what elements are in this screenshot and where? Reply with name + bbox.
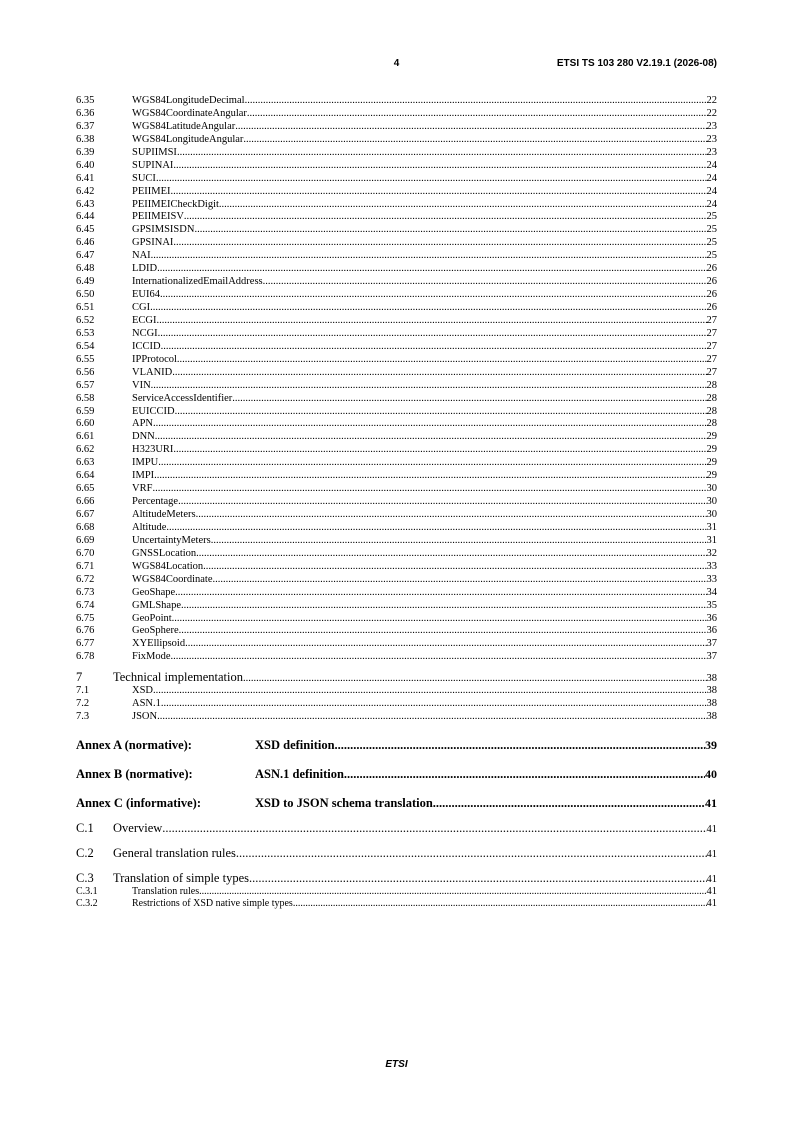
toc-entry[interactable]: [76, 147, 717, 160]
toc-entry[interactable]: [76, 535, 717, 548]
toc-entry-number: 6.43: [76, 198, 95, 210]
toc-entry-page: 38: [706, 685, 717, 697]
toc-entry-number: C.1: [76, 821, 94, 836]
toc-entry-number: 6.61: [76, 431, 95, 443]
dot-leader: [213, 574, 707, 587]
dot-leader: [158, 457, 706, 470]
dot-leader: [172, 613, 707, 626]
toc-entry[interactable]: [76, 496, 717, 509]
toc-entry-page: 38: [706, 698, 717, 710]
toc-entry-number: 6.70: [76, 547, 95, 559]
toc-entry-page: 27: [706, 353, 717, 365]
toc-entry[interactable]: [76, 711, 717, 724]
dot-leader: [243, 134, 706, 147]
toc-entry-title: Percentage: [132, 496, 179, 508]
page-header: [76, 58, 717, 72]
dot-leader: [153, 418, 706, 431]
toc-entry-number: 6.76: [76, 625, 95, 637]
toc-entry[interactable]: [76, 457, 717, 470]
toc-entry-page: 41: [706, 898, 717, 910]
dot-leader: [181, 600, 707, 613]
toc-entry-page: 28: [706, 379, 717, 391]
toc-entry-number: 6.67: [76, 509, 95, 520]
toc-entry-number: 6.40: [76, 159, 95, 171]
toc-entry-number: C.3: [76, 871, 94, 886]
toc-entry-number: C.3.1: [76, 886, 98, 898]
dot-leader: [433, 795, 705, 811]
dot-leader: [161, 341, 707, 354]
toc-entry-number: 6.62: [76, 444, 95, 456]
toc-entry-page: 29: [706, 457, 717, 469]
toc-entry-title: XSD: [132, 685, 154, 697]
toc-entry-page: 22: [706, 95, 717, 106]
toc-entry-page: 36: [706, 625, 717, 637]
toc-annex-entry[interactable]: [76, 795, 717, 811]
toc-entry-number: C.3.2: [76, 898, 98, 910]
toc-entry[interactable]: [76, 561, 717, 574]
toc-entry-title: NAI: [132, 250, 151, 262]
toc-subclause-entry[interactable]: [76, 886, 717, 898]
dot-leader: [335, 737, 705, 753]
toc-entry-page: 38: [706, 673, 717, 685]
toc-entry-title: GeoSphere: [132, 625, 179, 637]
toc-entry-title: ICCID: [132, 340, 161, 352]
toc-entry-number: 7.2: [76, 698, 90, 710]
toc-entry-number: 6.46: [76, 237, 95, 249]
toc-entry-page: 26: [706, 302, 717, 313]
toc-entry-number: 6.38: [76, 133, 95, 145]
toc-entry[interactable]: [76, 470, 717, 483]
toc-entry-page: 26: [706, 263, 717, 275]
toc-entry-title: PEIIMEICheckDigit: [132, 198, 219, 210]
toc-entry-title: GNSSLocation: [132, 547, 197, 559]
toc-entry-page: 41: [706, 849, 717, 861]
toc-entry-title: FixMode: [132, 651, 171, 663]
toc-entry-number: 6.45: [76, 224, 95, 236]
toc-entry[interactable]: [76, 95, 717, 108]
toc-entry-page: 35: [706, 599, 717, 611]
toc-entry[interactable]: [76, 186, 717, 199]
dot-leader: [184, 211, 707, 224]
toc-entry-title: WGS84LongitudeAngular: [132, 133, 244, 145]
page-footer: ETSI: [385, 1059, 408, 1070]
toc-entry[interactable]: [76, 613, 717, 626]
toc-entry-number: 6.44: [76, 211, 95, 223]
toc-entry[interactable]: [76, 160, 717, 173]
toc-entry-title: ECGI: [132, 314, 157, 326]
toc-entry-title: VRF: [132, 483, 153, 495]
toc-entry[interactable]: [76, 651, 717, 664]
dot-leader: [175, 587, 706, 600]
toc-entry-number: 6.50: [76, 289, 95, 301]
toc-entry-page: 40: [705, 767, 717, 782]
toc-entry-page: 41: [706, 824, 717, 836]
toc-entry-page: 30: [706, 483, 717, 495]
toc-entry[interactable]: [76, 134, 717, 147]
toc-entry[interactable]: [76, 250, 717, 263]
toc-entry-number: 6.39: [76, 146, 95, 158]
toc-entry[interactable]: [76, 367, 717, 380]
dot-leader: [160, 289, 707, 302]
toc-entry-number: 6.42: [76, 185, 95, 197]
toc-clause-entry[interactable]: [76, 870, 717, 886]
toc-entry-page: 24: [706, 198, 717, 210]
toc-entry-number: 6.66: [76, 496, 95, 508]
toc-entry-page: 37: [706, 638, 717, 650]
dot-leader: [199, 886, 706, 898]
dot-leader: [157, 315, 707, 328]
dot-leader: [150, 302, 706, 315]
toc-entry-number: 6.74: [76, 599, 95, 611]
toc-entry-number: 6.68: [76, 521, 95, 533]
toc-entry-number: 7: [76, 670, 83, 685]
toc-entry-title: VIN: [132, 379, 151, 391]
dot-leader: [219, 199, 707, 212]
toc-entry-number: C.2: [76, 846, 94, 861]
toc-entry-page: 26: [706, 289, 717, 301]
dot-leader: [235, 121, 706, 134]
toc-entry-title: JSON: [132, 711, 158, 723]
toc-entry-page: 25: [706, 237, 717, 249]
toc-entry-title: SUCI: [132, 172, 156, 184]
toc-entry-title: Overview: [113, 821, 163, 836]
toc-entry-page: 29: [706, 431, 717, 443]
toc-entry-title: SUPINAI: [132, 159, 174, 171]
toc-entry-number: 6.59: [76, 405, 95, 417]
toc-entry-title: NCGI: [132, 327, 158, 339]
dot-leader: [152, 483, 706, 496]
toc-entry-number: Annex C (informative):: [76, 796, 201, 811]
dot-leader: [203, 561, 706, 574]
dot-leader: [155, 431, 707, 444]
toc-entry-page: 27: [706, 314, 717, 326]
dot-leader: [157, 711, 706, 724]
toc-entry-number: 6.58: [76, 392, 95, 404]
toc-entry-title: EUICCID: [132, 405, 175, 417]
dot-leader: [171, 651, 707, 664]
dot-leader: [263, 276, 707, 289]
toc-entry[interactable]: [76, 522, 717, 535]
toc-entry-page: 30: [706, 509, 717, 520]
toc-entry-title: WGS84Location: [132, 560, 204, 572]
toc-entry[interactable]: [76, 393, 717, 406]
toc-entry-page: 27: [706, 327, 717, 339]
toc-entry-number: 6.35: [76, 95, 95, 106]
toc-entry[interactable]: [76, 263, 717, 276]
toc-entry-title: GeoShape: [132, 586, 176, 598]
toc-entry-number: 6.72: [76, 573, 95, 585]
toc-entry-page: 28: [706, 405, 717, 417]
table-of-contents: [76, 95, 717, 910]
toc-entry-page: 28: [706, 392, 717, 404]
toc-entry-title: GMLShape: [132, 599, 181, 611]
toc-entry-number: 6.49: [76, 276, 95, 288]
toc-entry[interactable]: [76, 173, 717, 186]
toc-entry-title: WGS84CoordinateAngular: [132, 107, 247, 119]
toc-entry[interactable]: [76, 328, 717, 341]
toc-entry-title: AltitudeMeters: [132, 509, 196, 520]
toc-entry-page: 25: [706, 224, 717, 236]
toc-entry-title: APN: [132, 418, 154, 430]
toc-entry-title: WGS84LatitudeAngular: [132, 120, 236, 132]
toc-entry-title: LDID: [132, 263, 158, 275]
toc-subclause-entry[interactable]: [76, 898, 717, 910]
toc-entry[interactable]: [76, 418, 717, 431]
toc-entry-number: 6.36: [76, 107, 95, 119]
toc-entry-number: 6.37: [76, 120, 95, 132]
toc-entry-page: 34: [706, 586, 717, 598]
toc-entry-page: 26: [706, 276, 717, 288]
toc-entry-page: 24: [706, 185, 717, 197]
toc-entry-number: 6.73: [76, 586, 95, 598]
toc-entry[interactable]: [76, 509, 717, 522]
dot-leader: [177, 147, 707, 160]
toc-entry[interactable]: [76, 698, 717, 711]
toc-entry-page: 25: [706, 211, 717, 223]
dot-leader: [151, 250, 707, 263]
toc-entry[interactable]: [76, 600, 717, 613]
document-reference: ETSI TS 103 280 V2.19.1 (2026-08): [556, 58, 717, 69]
dot-leader: [344, 766, 705, 782]
toc-entry[interactable]: [76, 224, 717, 237]
toc-entry[interactable]: [76, 548, 717, 561]
toc-entry-number: 6.69: [76, 534, 95, 546]
toc-entry-title: ASN.1: [132, 698, 161, 710]
toc-entry-number: 6.54: [76, 340, 95, 352]
dot-leader: [172, 367, 706, 380]
toc-entry[interactable]: [76, 685, 717, 698]
toc-entry-title: EUI64: [132, 289, 160, 301]
toc-entry[interactable]: [76, 237, 717, 250]
toc-entry-page: 29: [706, 470, 717, 482]
toc-entry-page: 23: [706, 133, 717, 145]
toc-entry-number: 6.55: [76, 353, 95, 365]
dot-leader: [249, 870, 707, 886]
toc-entry-title: GPSINAI: [132, 237, 174, 249]
toc-entry[interactable]: [76, 431, 717, 444]
dot-leader: [171, 186, 707, 199]
toc-entry-page: 41: [706, 874, 717, 886]
toc-entry-page: 27: [706, 366, 717, 378]
toc-entry[interactable]: [76, 121, 717, 134]
toc-entry-page: 23: [706, 120, 717, 132]
toc-entry[interactable]: [76, 587, 717, 600]
toc-entry-number: Annex A (normative):: [76, 738, 192, 753]
toc-entry-title: GPSIMSISDN: [132, 224, 195, 236]
toc-entry-number: 6.75: [76, 612, 95, 624]
toc-entry-page: 24: [706, 172, 717, 184]
toc-entry[interactable]: [76, 199, 717, 212]
toc-entry-number: 7.1: [76, 685, 90, 697]
toc-entry-number: 6.52: [76, 314, 95, 326]
toc-entry-title: WGS84LongitudeDecimal: [132, 95, 245, 106]
dot-leader: [161, 698, 707, 711]
toc-entry-number: 6.63: [76, 457, 95, 469]
toc-entry-title: IMPI: [132, 470, 155, 482]
toc-entry[interactable]: [76, 315, 717, 328]
toc-entry-title: Technical implementation: [113, 670, 243, 685]
toc-entry-title: ASN.1 definition: [255, 767, 344, 782]
toc-entry-page: 22: [706, 107, 717, 119]
dot-leader: [196, 548, 706, 561]
toc-entry[interactable]: [76, 211, 717, 224]
toc-entry[interactable]: [76, 354, 717, 367]
toc-entry-title: UncertaintyMeters: [132, 534, 211, 546]
dot-leader: [245, 95, 707, 108]
toc-entry-title: General translation rules: [113, 846, 236, 861]
toc-entry[interactable]: [76, 625, 717, 638]
dot-leader: [173, 237, 706, 250]
toc-entry-number: 6.53: [76, 327, 95, 339]
toc-entry[interactable]: [76, 638, 717, 651]
toc-annex-entry[interactable]: [76, 737, 717, 753]
dot-leader: [236, 845, 707, 861]
toc-entry-title: Translation of simple types: [113, 871, 249, 886]
toc-entry-page: 41: [706, 886, 717, 898]
toc-entry-number: 6.78: [76, 651, 95, 663]
toc-entry[interactable]: [76, 302, 717, 315]
toc-entry[interactable]: [76, 276, 717, 289]
toc-entry-page: 39: [705, 738, 717, 753]
toc-entry-title: ServiceAccessIdentifier: [132, 392, 233, 404]
toc-entry-title: InternationalizedEmailAddress: [132, 276, 263, 288]
toc-clause-entry[interactable]: [76, 820, 717, 836]
toc-entry-number: 6.60: [76, 418, 95, 430]
dot-leader: [179, 625, 707, 638]
toc-entry-title: PEIIMEI: [132, 185, 171, 197]
toc-entry-page: 24: [706, 159, 717, 171]
dot-leader: [247, 108, 707, 121]
dot-leader: [156, 173, 707, 186]
toc-entry[interactable]: [76, 483, 717, 496]
toc-entry-title: Altitude: [132, 521, 167, 533]
toc-entry-title: XSD definition: [255, 738, 335, 753]
toc-annex-entry[interactable]: [76, 766, 717, 782]
toc-entry-page: 37: [706, 651, 717, 663]
toc-entry-title: XSD to JSON schema translation: [255, 796, 433, 811]
dot-leader: [232, 393, 706, 406]
toc-entry-title: DNN: [132, 431, 155, 443]
dot-leader: [177, 354, 707, 367]
dot-leader: [158, 328, 707, 341]
toc-entry-page: 32: [706, 547, 717, 559]
toc-entry-number: 6.56: [76, 366, 95, 378]
toc-entry-number: 6.64: [76, 470, 95, 482]
dot-leader: [157, 263, 706, 276]
toc-entry-number: 6.57: [76, 379, 95, 391]
toc-entry-number: 6.48: [76, 263, 95, 275]
toc-entry[interactable]: [76, 406, 717, 419]
toc-entry-number: 6.71: [76, 560, 95, 572]
dot-leader: [175, 406, 707, 419]
toc-entry-number: 6.51: [76, 302, 95, 313]
toc-entry-number: 7.3: [76, 711, 90, 723]
toc-entry-title: XYEllipsoid: [132, 638, 186, 650]
toc-entry-page: 30: [706, 496, 717, 508]
dot-leader: [196, 509, 707, 522]
toc-entry-title: H323URI: [132, 444, 174, 456]
page-number: 4: [393, 58, 400, 69]
toc-entry-number: 6.47: [76, 250, 95, 262]
toc-entry-number: 6.41: [76, 172, 95, 184]
toc-entry-page: 29: [706, 444, 717, 456]
toc-entry-page: 33: [706, 560, 717, 572]
toc-entry-page: 23: [706, 146, 717, 158]
dot-leader: [162, 820, 706, 836]
toc-entry-page: 31: [706, 534, 717, 546]
toc-entry[interactable]: [76, 574, 717, 587]
toc-entry-number: 6.65: [76, 483, 95, 495]
dot-leader: [166, 522, 706, 535]
dot-leader: [173, 160, 706, 173]
dot-leader: [194, 224, 706, 237]
toc-entry-page: 27: [706, 340, 717, 352]
toc-entry-title: VLANID: [132, 366, 173, 378]
dot-leader: [185, 638, 706, 651]
toc-entry-title: WGS84Coordinate: [132, 573, 213, 585]
toc-entry-page: 36: [706, 612, 717, 624]
dot-leader: [293, 898, 707, 910]
toc-entry[interactable]: [76, 444, 717, 457]
toc-entry[interactable]: [76, 380, 717, 393]
toc-entry-page: 38: [706, 711, 717, 723]
toc-entry-title: GeoPoint: [132, 612, 172, 624]
toc-entry-page: 33: [706, 573, 717, 585]
toc-entry-title: Translation rules: [132, 886, 200, 898]
dot-leader: [154, 470, 706, 483]
dot-leader: [211, 535, 707, 548]
toc-entry-page: 25: [706, 250, 717, 262]
toc-entry-title: Restrictions of XSD native simple types: [132, 898, 293, 910]
toc-section-heading[interactable]: [76, 669, 717, 685]
toc-entry-title: IMPU: [132, 457, 159, 469]
toc-entry-page: 41: [705, 796, 717, 811]
toc-entry-number: 6.77: [76, 638, 95, 650]
dot-leader: [178, 496, 706, 509]
toc-entry-title: CGI: [132, 302, 151, 313]
toc-entry[interactable]: [76, 341, 717, 354]
dot-leader: [151, 380, 707, 393]
toc-entry[interactable]: [76, 108, 717, 121]
toc-entry-title: IPProtocol: [132, 353, 177, 365]
toc-entry[interactable]: [76, 289, 717, 302]
toc-entry-page: 28: [706, 418, 717, 430]
dot-leader: [173, 444, 706, 457]
dot-leader: [153, 685, 706, 698]
toc-entry-title: SUPIIMSI: [132, 146, 177, 158]
toc-entry-number: Annex B (normative):: [76, 767, 193, 782]
toc-entry-title: PEIIMEISV: [132, 211, 184, 223]
toc-entry-page: 31: [706, 521, 717, 533]
toc-clause-entry[interactable]: [76, 845, 717, 861]
